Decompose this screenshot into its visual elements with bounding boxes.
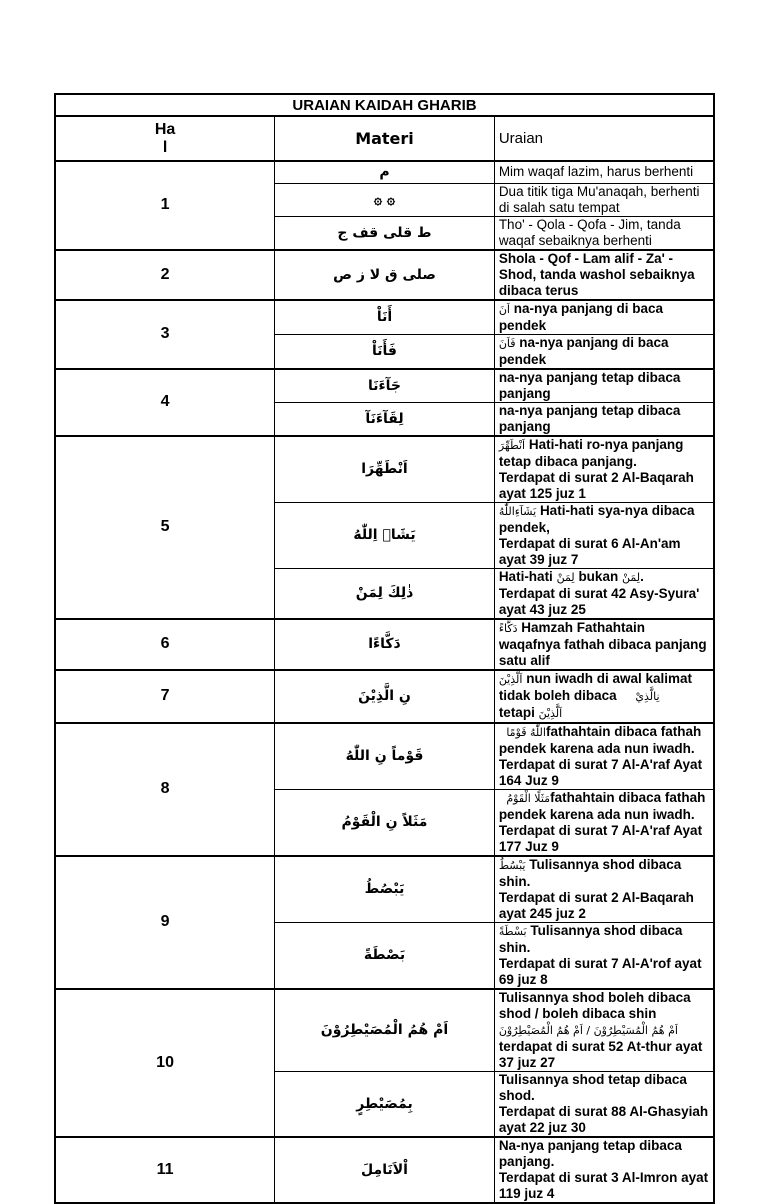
uraian-text: na-nya panjang tetap dibaca panjang xyxy=(498,402,681,434)
table-row xyxy=(55,619,714,670)
uraian-text: Tho' - Qola - Qofa - Jim, tanda waqaf sebaiknya berhenti xyxy=(498,216,681,248)
table-row xyxy=(55,436,714,503)
materi-arabic: فَأَنَاْ xyxy=(275,334,495,369)
materi-arabic: مَثَلاً نِ الْقَوْمُ xyxy=(275,789,495,856)
uraian-cell xyxy=(494,502,714,568)
arabic-inline-text: اَمْ هُمُ الْمُسَيْطِرُوْنَ / اَمْ هُمُ الْمُصَيْطِرُوْنَ xyxy=(498,1023,678,1037)
uraian-cell xyxy=(494,922,714,989)
uraian-text: Terdapat di surat 2 Al-Baqarah ayat 245 juz 2 xyxy=(498,889,694,921)
materi-arabic: يَشَاۤ اِللّٰهُ xyxy=(275,502,495,568)
materi-arabic: ذٰلِكَ لِمَنْ xyxy=(275,568,495,619)
uraian-text: Terdapat di surat 7 Al-A'raf Ayat 164 Juz 9 xyxy=(498,756,703,788)
arabic-inline-text: بَسْطَةً xyxy=(498,924,527,938)
table-row xyxy=(55,856,714,923)
uraian-text: Hati-hati ro-nya panjang tetap dibaca panjang. xyxy=(498,436,684,469)
uraian-cell xyxy=(494,856,714,923)
uraian-text: nun iwadh di awal kalimat tidak boleh dibaca xyxy=(498,670,692,703)
uraian-text: na-nya panjang di baca pendek xyxy=(498,300,664,333)
arabic-inline-text: مَثَلًا الْقَوْمُ xyxy=(506,791,551,805)
hal-number: 2 xyxy=(55,250,275,300)
uraian-text: Dua titik tiga Mu'anaqah, berhenti di salah satu tempat xyxy=(498,183,700,215)
materi-arabic: قَوْماً نِ اللّٰهُ xyxy=(275,723,495,790)
materi-arabic: صلى ق لا ز ص xyxy=(275,250,495,300)
kaidah-gharib-table xyxy=(54,93,715,1204)
materi-arabic: ط قلى قف ج xyxy=(275,216,495,250)
uraian-text: Terdapat di surat 3 Al-Imron ayat 119 juz 4 xyxy=(498,1169,709,1201)
uraian-text: Hati-hati xyxy=(498,568,553,584)
uraian-cell xyxy=(494,989,714,1072)
arabic-inline-text: يَبْسُطُ xyxy=(498,858,526,872)
uraian-cell xyxy=(494,670,714,723)
uraian-cell xyxy=(494,369,714,403)
uraian-cell xyxy=(494,789,714,856)
materi-arabic: اْلاَنَامِلَ xyxy=(275,1137,495,1203)
arabic-inline-text: اَنَ xyxy=(498,302,510,316)
arabic-inline-text: دَكَّاءً xyxy=(498,621,518,635)
materi-arabic: اَمْ هُمُ الْمُصَيْطِرُوْنَ xyxy=(275,989,495,1072)
header-uraian: Uraian xyxy=(494,116,714,161)
uraian-cell xyxy=(494,250,714,300)
uraian-text: Terdapat di surat 2 Al-Baqarah ayat 125 juz 1 xyxy=(498,469,694,501)
arabic-inline-text: يَشَآءِاللّٰهُ xyxy=(498,504,537,518)
uraian-cell xyxy=(494,161,714,183)
uraian-text: na-nya panjang di baca pendek xyxy=(498,334,669,367)
uraian-text: Tulisannya shod boleh dibaca shod / boleh dibaca shin xyxy=(498,989,691,1021)
arabic-inline-text: اَلَّذِيْنَ xyxy=(538,706,563,720)
uraian-cell xyxy=(494,216,714,250)
uraian-cell xyxy=(494,183,714,216)
uraian-text: Terdapat di surat 42 Asy-Syura' ayat 43 juz 25 xyxy=(498,585,700,617)
uraian-text: Terdapat di surat 6 Al-An'am ayat 39 juz 7 xyxy=(498,535,681,567)
uraian-cell xyxy=(494,334,714,369)
uraian-cell xyxy=(494,619,714,670)
materi-arabic: اَنْطَهِّرَا xyxy=(275,436,495,503)
materi-arabic: دَكَّاءًا xyxy=(275,619,495,670)
table-row xyxy=(55,670,714,723)
header-hal: Ha l xyxy=(55,116,275,161)
hal-number: 11 xyxy=(55,1137,275,1203)
uraian-text: bukan xyxy=(578,568,619,584)
materi-arabic: أَنَاْ xyxy=(275,300,495,335)
materi-arabic: يَبْصُطُ xyxy=(275,856,495,923)
table-title: URAIAN KAIDAH GHARIB xyxy=(55,94,714,116)
hal-number: 3 xyxy=(55,300,275,369)
materi-arabic: نِ الَّذِيْنَ xyxy=(275,670,495,723)
uraian-cell xyxy=(494,1071,714,1137)
header-materi: Materi xyxy=(275,116,495,161)
table-row xyxy=(55,250,714,300)
hal-number: 7 xyxy=(55,670,275,723)
uraian-text: terdapat di surat 52 At-thur ayat 37 juz 27 xyxy=(498,1038,703,1070)
hal-number: 6 xyxy=(55,619,275,670)
uraian-text: Tulisannya shod tetap dibaca shod. xyxy=(498,1071,687,1103)
uraian-cell: Hati-hati لِمَنْ bukan لِمَنْ. Terdapat di surat 42 Asy-Syura' ayat 43 juz 25 xyxy=(494,568,714,619)
hal-number: 9 xyxy=(55,856,275,989)
uraian-text: Hati-hati sya-nya dibaca pendek, xyxy=(498,502,695,535)
hal-number: 10 xyxy=(55,989,275,1137)
arabic-inline-text: لِمَنْ xyxy=(621,570,641,584)
uraian-cell xyxy=(494,723,714,790)
table-row xyxy=(55,161,714,183)
uraian-text: Terdapat di surat 7 Al-A'raf Ayat 177 Juz 9 xyxy=(498,822,703,854)
arabic-inline-text: لِمَنْ xyxy=(556,570,575,584)
hal-number: 4 xyxy=(55,369,275,436)
uraian-cell xyxy=(494,436,714,503)
arabic-inline-text: اَلَّذِيْنَ xyxy=(498,672,523,686)
uraian-text: Tulisannya shod dibaca shin. xyxy=(498,856,682,889)
uraian-text: Terdapat di surat 88 Al-Ghasyiah ayat 22 juz 30 xyxy=(498,1103,709,1135)
uraian-text: fathahtain dibaca fathah pendek karena ada nun iwadh. xyxy=(498,789,706,822)
materi-arabic: بِمُصَيْطِرٍ xyxy=(275,1071,495,1137)
uraian-text: Mim waqaf lazim, harus berhenti xyxy=(498,164,694,180)
uraian-cell xyxy=(494,300,714,335)
uraian-text: Terdapat di surat 7 Al-A'rof ayat 69 juz 8 xyxy=(498,955,702,987)
uraian-text: Shola - Qof - Lam alif - Za' - Shod, tanda washol sebaiknya dibaca terus xyxy=(498,250,695,298)
table-row xyxy=(55,369,714,403)
hal-number: 5 xyxy=(55,436,275,619)
arabic-inline-text: اللّٰهُ قَوْمًا xyxy=(506,725,546,739)
uraian-text: tetapi xyxy=(498,704,535,720)
uraian-text: Tulisannya shod dibaca shin. xyxy=(498,922,683,955)
materi-arabic: بَصْطَةً xyxy=(275,922,495,989)
uraian-text: Na-nya panjang tetap dibaca panjang. xyxy=(498,1137,682,1169)
materi-arabic: لِقَآءَنَآ xyxy=(275,402,495,436)
table-row xyxy=(55,989,714,1072)
table-row xyxy=(55,723,714,790)
materi-arabic: جَآءَنَا xyxy=(275,369,495,403)
uraian-cell xyxy=(494,402,714,436)
uraian-text: fathahtain dibaca fathah pendek karena ada nun iwadh. xyxy=(498,723,702,756)
materi-arabic: ۞ ۞ xyxy=(275,183,495,216)
hal-number: 1 xyxy=(55,161,275,250)
arabic-inline-text: اَنْطَهِّرَ xyxy=(498,438,526,452)
arabic-inline-text: فَاَنَ xyxy=(498,336,516,350)
materi-arabic: م xyxy=(275,161,495,183)
uraian-cell xyxy=(494,1137,714,1203)
hal-number: 8 xyxy=(55,723,275,856)
table-row xyxy=(55,1137,714,1203)
arabic-inline-text: نِالَّذِيْ xyxy=(635,689,660,703)
uraian-text: na-nya panjang tetap dibaca panjang xyxy=(498,369,681,401)
uraian-text: Hamzah Fathahtain waqafnya fathah dibaca panjang satu alif xyxy=(498,619,707,668)
table-row xyxy=(55,300,714,335)
